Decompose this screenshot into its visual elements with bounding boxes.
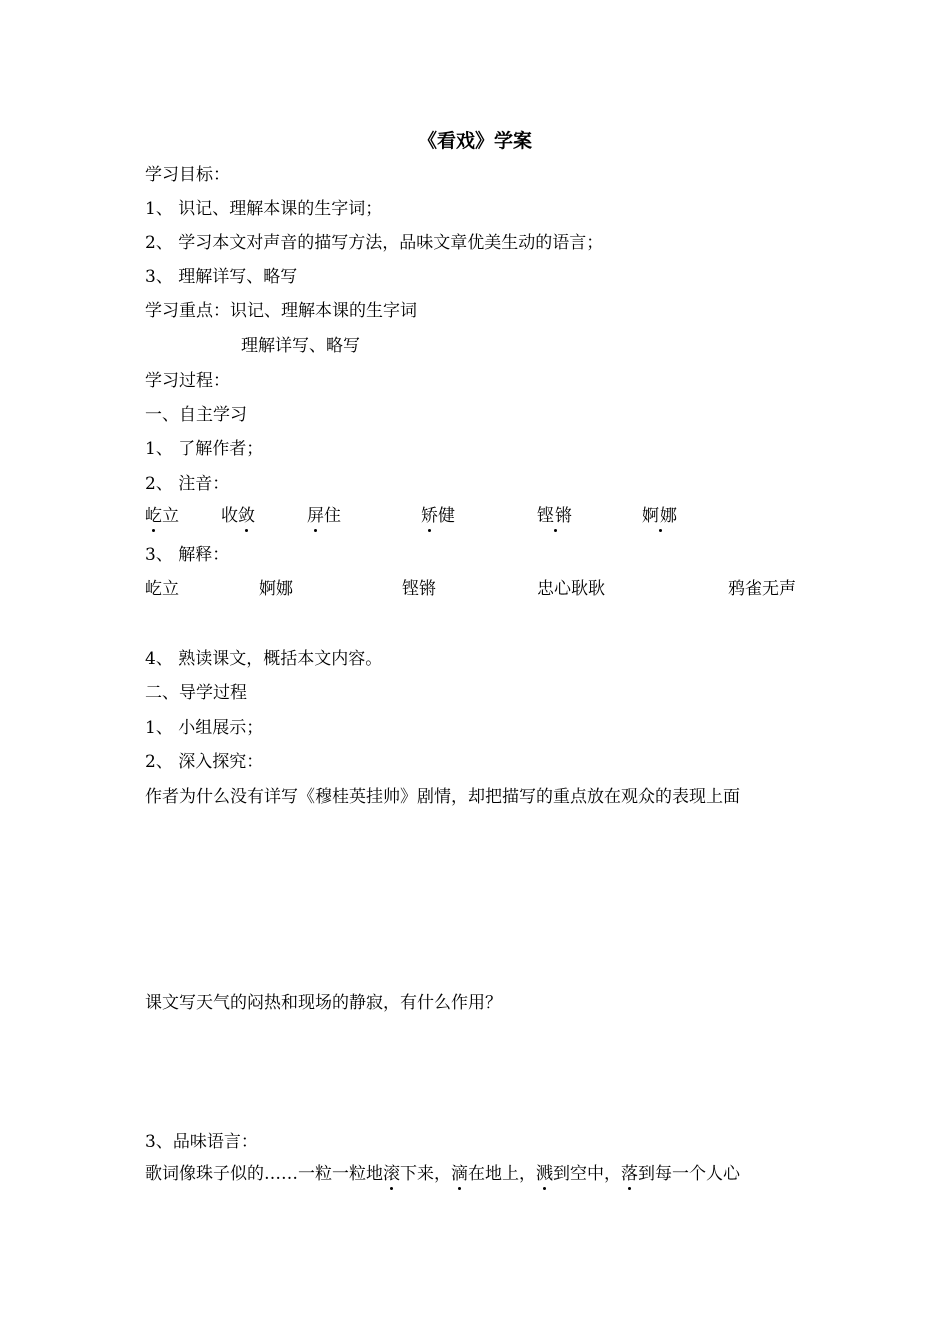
focus-line-2: 理解详写、略写 — [241, 336, 360, 356]
goal-item: 1、 识记、理解本课的生字词； — [145, 199, 383, 219]
process-heading: 学习过程： — [145, 371, 230, 391]
section-1-item: 1、 了解作者； — [145, 439, 264, 459]
pinyin-word: 矫健 — [421, 506, 455, 526]
section-1-item: 4、 熟读课文，概括本文内容。 — [145, 649, 383, 669]
question-1: 作者为什么没有详写《穆桂英挂帅》剧情，却把描写的重点放在观众的表现上面 — [145, 787, 740, 807]
explain-word: 鸦雀无声 — [728, 579, 796, 599]
pinyin-word: 屏住 — [307, 506, 341, 526]
pinyin-word: 屹立 — [145, 506, 179, 526]
pinyin-word: 收敛 — [221, 506, 255, 526]
question-2: 课文写天气的闷热和现场的静寂，有什么作用？ — [145, 993, 502, 1013]
pinyin-word: 铿锵 — [537, 506, 573, 526]
section-2-item: 3、品味语言： — [145, 1132, 258, 1152]
lyric-sentence: 歌词像珠子似的……一粒一粒地滚下来，滴在地上，溅到空中，落到每一个人心 — [145, 1164, 740, 1184]
section-1-item: 2、 注音： — [145, 474, 230, 494]
section-2-item: 2、 深入探究： — [145, 752, 264, 772]
section-1-item: 3、 解释： — [145, 545, 230, 565]
explain-word: 屹立 — [145, 579, 179, 599]
section-2-heading: 二、导学过程 — [145, 683, 247, 703]
page-title: 《看戏》学案 — [417, 130, 532, 152]
explain-word: 婀娜 — [259, 579, 293, 599]
goal-item: 3、 理解详写、略写 — [145, 267, 298, 287]
explain-word: 铿锵 — [402, 579, 436, 599]
goal-item: 2、 学习本文对声音的描写方法，品味文章优美生动的语言； — [145, 233, 604, 253]
explain-word: 忠心耿耿 — [537, 579, 605, 599]
section-2-item: 1、 小组展示； — [145, 718, 264, 738]
goals-heading: 学习目标： — [145, 165, 230, 185]
focus-line-1: 学习重点：识记、理解本课的生字词 — [145, 301, 417, 321]
pinyin-word: 婀娜 — [642, 506, 678, 526]
section-1-heading: 一、自主学习 — [145, 405, 247, 425]
